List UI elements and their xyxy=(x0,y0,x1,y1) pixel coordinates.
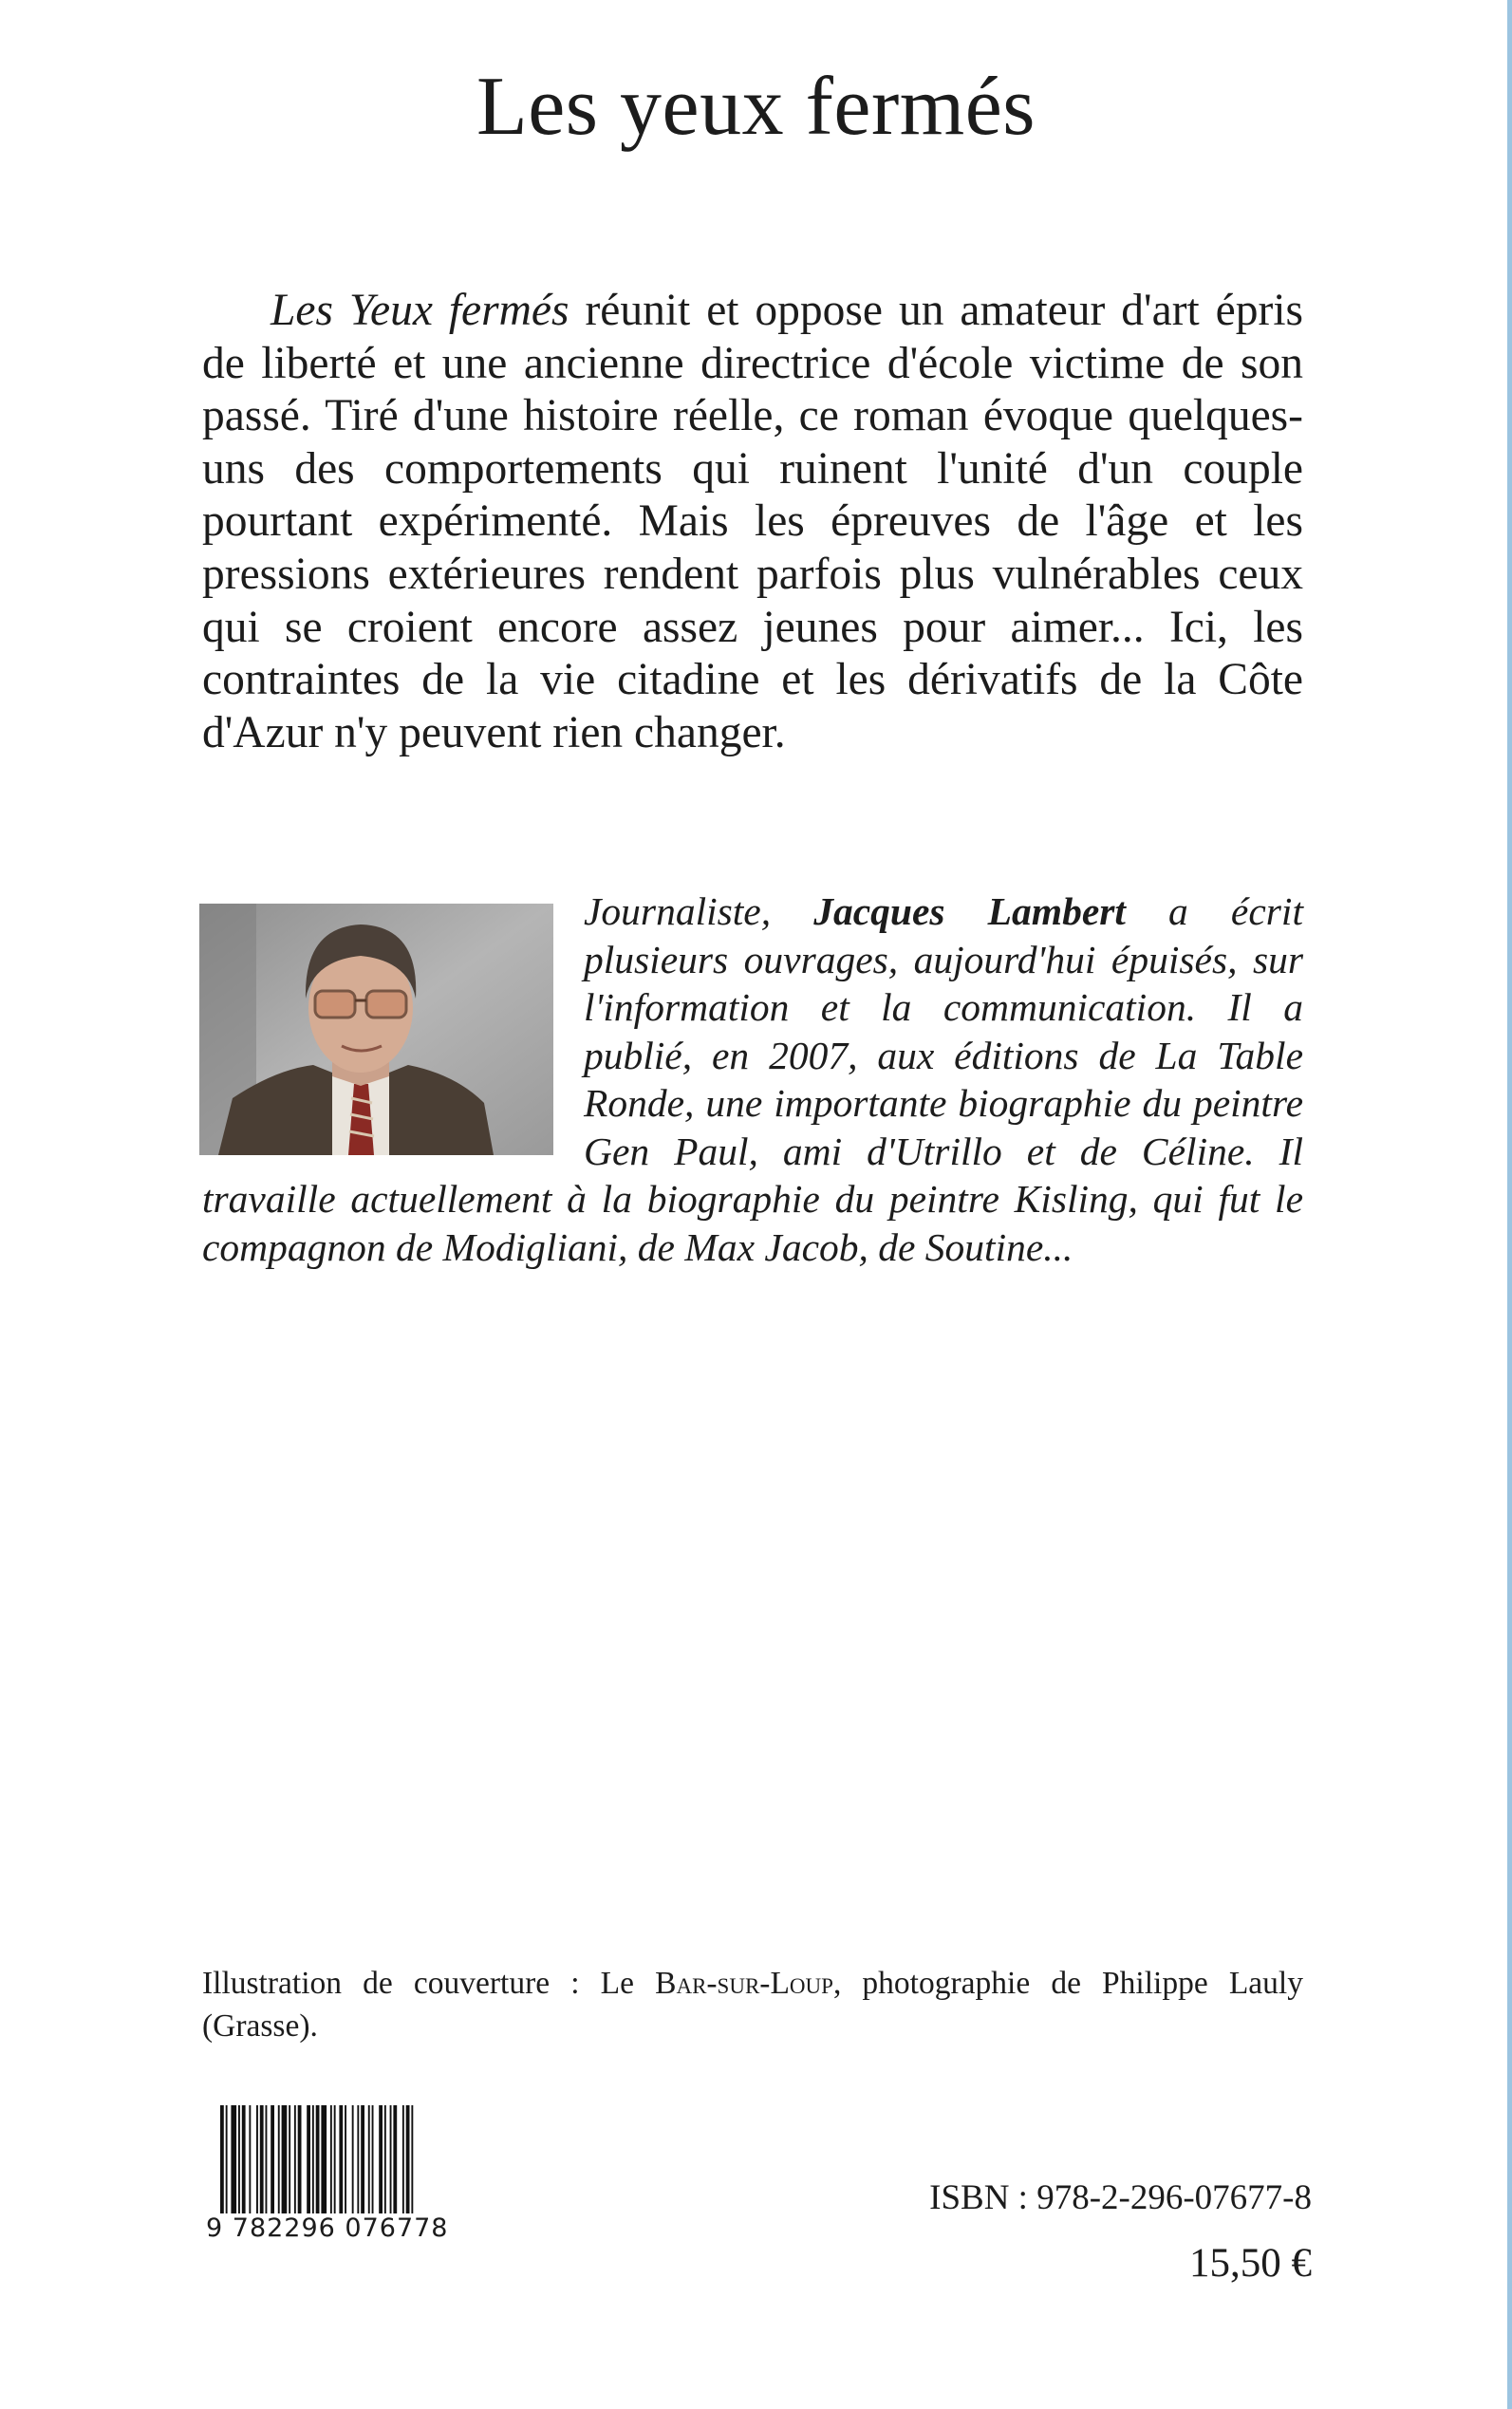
credit-suffix: , photographie de Philippe Lauly (Grasse). xyxy=(202,1966,1303,2044)
barcode xyxy=(218,2105,489,2227)
barcode-bar xyxy=(345,2105,346,2227)
isbn: ISBN : 978-2-296-07677-8 xyxy=(929,2178,1312,2217)
spine-edge xyxy=(1507,0,1512,2409)
author-name: Jacques Lambert xyxy=(813,889,1126,933)
barcode-bar xyxy=(278,2105,280,2227)
barcode-bar xyxy=(390,2105,392,2227)
barcode-bar xyxy=(231,2105,236,2227)
cover-illustration-credit xyxy=(202,1962,1303,2047)
barcode-bar xyxy=(289,2105,290,2227)
barcode-bar xyxy=(393,2105,397,2227)
barcode-bar xyxy=(406,2105,410,2227)
barcode-bar xyxy=(266,2105,268,2227)
barcode-bar xyxy=(307,2105,310,2227)
blurb-book-title: Les Yeux fermés xyxy=(271,286,569,335)
blurb-paragraph xyxy=(202,285,1303,759)
barcode-bar xyxy=(372,2105,374,2227)
barcode-bar xyxy=(379,2105,383,2227)
barcode-bar xyxy=(368,2105,370,2227)
credit-place: Bar-sur-Loup xyxy=(655,1966,833,2001)
barcode-bar xyxy=(357,2105,359,2227)
barcode-bar xyxy=(249,2105,251,2227)
bio-lead: Journaliste, xyxy=(584,889,814,933)
book-title: Les yeux fermés xyxy=(476,61,1036,153)
barcode-bar xyxy=(411,2105,413,2227)
barcode-bar xyxy=(402,2105,404,2227)
barcode-bar xyxy=(361,2105,364,2227)
barcode-digits: 9 782296 076778 xyxy=(202,2213,510,2243)
barcode-bar xyxy=(271,2105,274,2227)
author-photo xyxy=(199,904,553,1155)
barcode-bar xyxy=(384,2105,386,2227)
barcode-bar xyxy=(242,2105,246,2227)
credit-prefix: Illustration de couverture : Le xyxy=(202,1966,656,2001)
barcode-bar xyxy=(312,2105,314,2227)
barcode-bar xyxy=(220,2105,224,2227)
barcode-bar xyxy=(298,2105,302,2227)
barcode-bar xyxy=(256,2105,258,2227)
barcode-bar xyxy=(339,2105,343,2227)
barcode-bar xyxy=(352,2105,354,2227)
barcode-bar xyxy=(330,2105,332,2227)
barcode-bar xyxy=(316,2105,320,2227)
barcode-bar xyxy=(238,2105,240,2227)
blurb-text: réunit et oppose un amateur d'art épris de liberté et une ancienne directrice d'école victime de son passé. Tiré d'une histoire réelle, ce roman évoque quelques-uns des comportements qui ruinent l'unité d'un couple pourtant expérimenté. Mais les épreuves de l'âge et les pressions extérieures rendent parfois plus vulnérables ceux qui se croient encore assez jeunes pour aimer... Ici, les contraintes de la vie citadine et les dérivatifs de la Côte d'Azur n'y peuvent rien changer. xyxy=(202,286,1304,757)
bio-text: a écrit plusieurs ouvrages, aujourd'hui épuisés, sur l'information et la communication. Il a publié, en 2007, aux éditions de La Table Ronde, une importante biographie du peintre Gen Paul, ami d'Utrillo et de Céline. Il travaille actuellement à la biographie du peintre Kisling, qui fut le compagnon de Modigliani, de Max Jacob, de Soutine... xyxy=(202,889,1303,1269)
barcode-bar xyxy=(260,2105,264,2227)
barcode-bar xyxy=(226,2105,228,2227)
price: 15,50 € xyxy=(1189,2241,1312,2286)
barcode-bar xyxy=(334,2105,336,2227)
barcode-bar xyxy=(321,2105,327,2227)
barcode-bar xyxy=(294,2105,296,2227)
barcode-bar xyxy=(282,2105,288,2227)
